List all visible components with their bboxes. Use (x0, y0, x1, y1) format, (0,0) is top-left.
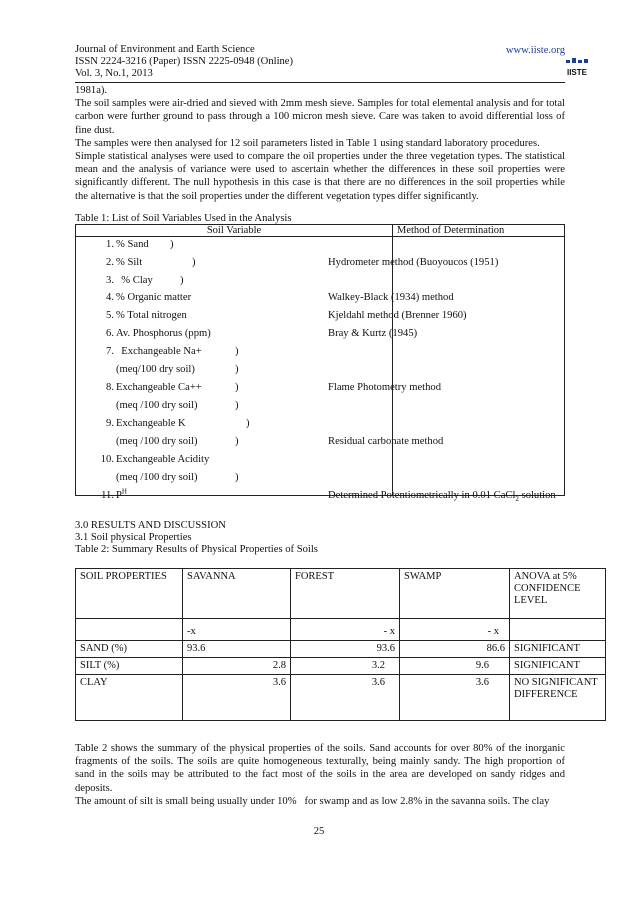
table-row (76, 435, 566, 449)
table1-variable (116, 399, 198, 412)
table1-variable-text: Exchangeable Na+ (116, 346, 202, 357)
table2-cell: SAND (%) (76, 641, 183, 658)
table1-bracket: ) (192, 257, 196, 268)
table1-variable (116, 489, 127, 502)
cacl-subscript: 2 (515, 495, 519, 504)
discussion-text (75, 742, 565, 808)
table1-bracket: ) (246, 418, 250, 429)
table2-cell (510, 619, 606, 641)
table2-cell: CLAY (76, 675, 183, 721)
table2-cell: 3.6 (400, 675, 510, 721)
table1-variable (116, 256, 142, 269)
table2-cell: SIGNIFICANT (510, 641, 606, 658)
table1-bracket: ) (170, 239, 174, 250)
table1-bracket: ) (235, 400, 239, 411)
table1-bracket: ) (235, 472, 239, 483)
table2-header-swamp: SWAMP (400, 569, 510, 619)
table2-cell: SILT (%) (76, 658, 183, 675)
table1-method (328, 435, 443, 448)
table2-cell: 93.6 (183, 641, 291, 658)
table1-variable (116, 435, 198, 448)
table1-variable-text: Av. Phosphorus (ppm) (116, 328, 211, 339)
table-row (76, 291, 566, 305)
table-row (76, 381, 566, 395)
table1-method-text: Determined Potentiometrically in 0.01 CaCl (328, 490, 516, 501)
table1-row-number: 9. (106, 418, 114, 429)
table-row (76, 489, 566, 503)
section-heading-results: 3.0 RESULTS AND DISCUSSION (75, 520, 226, 531)
table1-method (328, 327, 417, 340)
table2-header-properties: SOIL PROPERTIES (76, 569, 183, 619)
table1-method-text: Walkey-Black (1934) method (328, 292, 454, 303)
table1-bracket: ) (235, 436, 239, 447)
header-rule (75, 82, 565, 83)
table-row (76, 641, 606, 658)
table-row (76, 471, 566, 485)
table1-method-text: Bray & Kurtz (1945) (328, 328, 418, 339)
citation-tail: 1981a). (75, 85, 108, 96)
volume-line: Vol. 3, No.1, 2013 (75, 68, 153, 79)
table-row (76, 345, 566, 359)
table1-variable (116, 291, 191, 304)
table1-variable (116, 417, 186, 430)
iiste-logo-icon (564, 57, 590, 79)
intro-text (75, 84, 565, 203)
table-row (76, 417, 566, 431)
table-row (76, 309, 566, 323)
table1-method-text: Kjeldahl method (Brenner 1960) (328, 310, 467, 321)
table1-bracket: ) (180, 275, 184, 286)
table-row (76, 675, 606, 721)
table1-method (328, 291, 454, 304)
table1-variable (116, 274, 153, 287)
table2-mean-label: - x (291, 619, 400, 641)
table2-cell: 9.6 (400, 658, 510, 675)
section-heading-physical: 3.1 Soil physical Properties (75, 532, 192, 543)
table1-variable-text: Exchangeable Acidity (116, 454, 210, 465)
ph-superscript: H (121, 487, 127, 496)
table-row (76, 399, 566, 413)
table1-variable-text: % Total nitrogen (116, 310, 187, 321)
table1-method (328, 489, 556, 502)
table1-method (328, 381, 441, 394)
journal-name: Journal of Environment and Earth Science (75, 44, 255, 55)
table1-variable (116, 309, 187, 322)
table1-col-method: Method of Determination (393, 225, 565, 237)
table2-cell: SIGNIFICANT (510, 658, 606, 675)
table1-method-text: Hydrometer method (Buoyoucos (1951) (328, 257, 499, 268)
table2-cell (76, 619, 183, 641)
table1-method-text: Residual carbonate method (328, 436, 444, 447)
table-row (76, 238, 566, 252)
table1-row-number: 3. (106, 275, 114, 286)
table1-variable-text: (meq /100 dry soil) (116, 472, 198, 483)
table1-variable-text: Exchangeable Ca++ (116, 382, 202, 393)
table1-variable-text: % Silt (116, 257, 143, 268)
table1-variable-text: % Organic matter (116, 292, 192, 303)
table2-caption: Table 2: Summary Results of Physical Properties of Soils (75, 544, 318, 555)
paragraph-table2-summary: Table 2 shows the summary of the physical properties of the soils. Sand accounts for over 80% of the inorganic fragments of the soils. The soils are quite homogeneous texturally, being mainly sandy. The high proportion of sand in the soils may be attributed to the fact most of the soils in the area are developed on sandy ridges and deposits. (75, 743, 565, 794)
table1-variable-text: % Sand (116, 239, 149, 250)
table1-variable (116, 381, 202, 394)
paragraph-silt: The amount of silt is small being usually under 10% for swamp and as low 2.8% in the savanna soils. The clay (75, 795, 550, 807)
paragraph-sampling: The soil samples were air-dried and sieved with 2mm mesh sieve. Samples for total elemental analysis and for total carbon were further ground to pass through a 100 micron mesh sieve. Care was taken to avoid differential loss of fine dust. (75, 98, 565, 136)
table1-row-number: 2. (106, 257, 114, 268)
paragraph-statistics: Simple statistical analyses were used to compare the oil properties under the three vegetation types. The statistical mean and the analysis of variance were used to ascertain whether the differences in these soil properties were significantly different. The null hypothesis in this case is that there are no differences in the soil properties while the alternative is that the soil properties under the different vegetation types differ significantly. (75, 151, 565, 202)
table1-variable (116, 327, 211, 340)
table1-bracket: ) (235, 382, 239, 393)
table1-body (75, 236, 565, 504)
table2-header-forest: FOREST (291, 569, 400, 619)
table1-row-number: 11. (101, 490, 114, 501)
table1-row-number: 5. (106, 310, 114, 321)
table1-variable-text: (meq /100 dry soil) (116, 400, 198, 411)
table1-col-variable: Soil Variable (76, 225, 393, 237)
table2 (75, 568, 606, 721)
table2-mean-label: - x (400, 619, 510, 641)
table2-header-savanna: SAVANNA (183, 569, 291, 619)
svg-text:IISTE: IISTE (566, 68, 588, 77)
table-row (76, 274, 566, 288)
table1-method-text: Flame Photometry method (328, 382, 441, 393)
table2-cell: 2.8 (183, 658, 291, 675)
table1-variable (116, 453, 209, 466)
table1-bracket: ) (235, 346, 239, 357)
table1-variable-text: Exchangeable K (116, 418, 186, 429)
table-row (76, 658, 606, 675)
journal-header (75, 44, 588, 80)
table1-variable-text: % Clay (116, 275, 153, 286)
table1-bracket: ) (235, 364, 239, 375)
table2-header-anova: ANOVA at 5% CONFIDENCE LEVEL (510, 569, 606, 619)
table2-mean-label: -x (183, 619, 291, 641)
table1-row-number: 8. (106, 382, 114, 393)
table2-cell: NO SIGNIFICANT DIFFERENCE (510, 675, 606, 721)
paragraph-analysis: The samples were then analysed for 12 soil parameters listed in Table 1 using standard laboratory procedures. (75, 137, 540, 149)
table-row (76, 363, 566, 377)
table1-row-number: 7. (106, 346, 114, 357)
table1-variable (116, 238, 149, 251)
table2-cell: 3.6 (183, 675, 291, 721)
table-row (76, 256, 566, 270)
table2-cell: 86.6 (400, 641, 510, 658)
issn-line: ISSN 2224-3216 (Paper) ISSN 2225-0948 (Online) (75, 56, 294, 67)
table1-row-number: 4. (106, 292, 114, 303)
table1-row-number: 10. (100, 454, 114, 465)
table-row (76, 453, 566, 467)
table-row (76, 327, 566, 341)
table1-variable-text: (meq/100 dry soil) (116, 364, 195, 375)
table1-caption: Table 1: List of Soil Variables Used in the Analysis (75, 213, 292, 224)
table2-cell: 3.6 (291, 675, 400, 721)
page-number: 25 (313, 826, 325, 837)
table1-method (328, 309, 467, 322)
table2-cell: 3.2 (291, 658, 400, 675)
table1-method (328, 256, 498, 269)
table2-cell: 93.6 (291, 641, 400, 658)
table1-row-number: 1. (106, 239, 114, 250)
table1-variable-text: (meq /100 dry soil) (116, 436, 198, 447)
table1-row-number: 6. (106, 328, 114, 339)
journal-url-link[interactable]: www.iiste.org (505, 45, 565, 56)
table1-variable-text: P (116, 490, 122, 501)
table1-variable (116, 471, 198, 484)
table1-variable (116, 363, 195, 376)
table1-method-tail: solution (518, 490, 556, 501)
table1-variable (116, 345, 202, 358)
